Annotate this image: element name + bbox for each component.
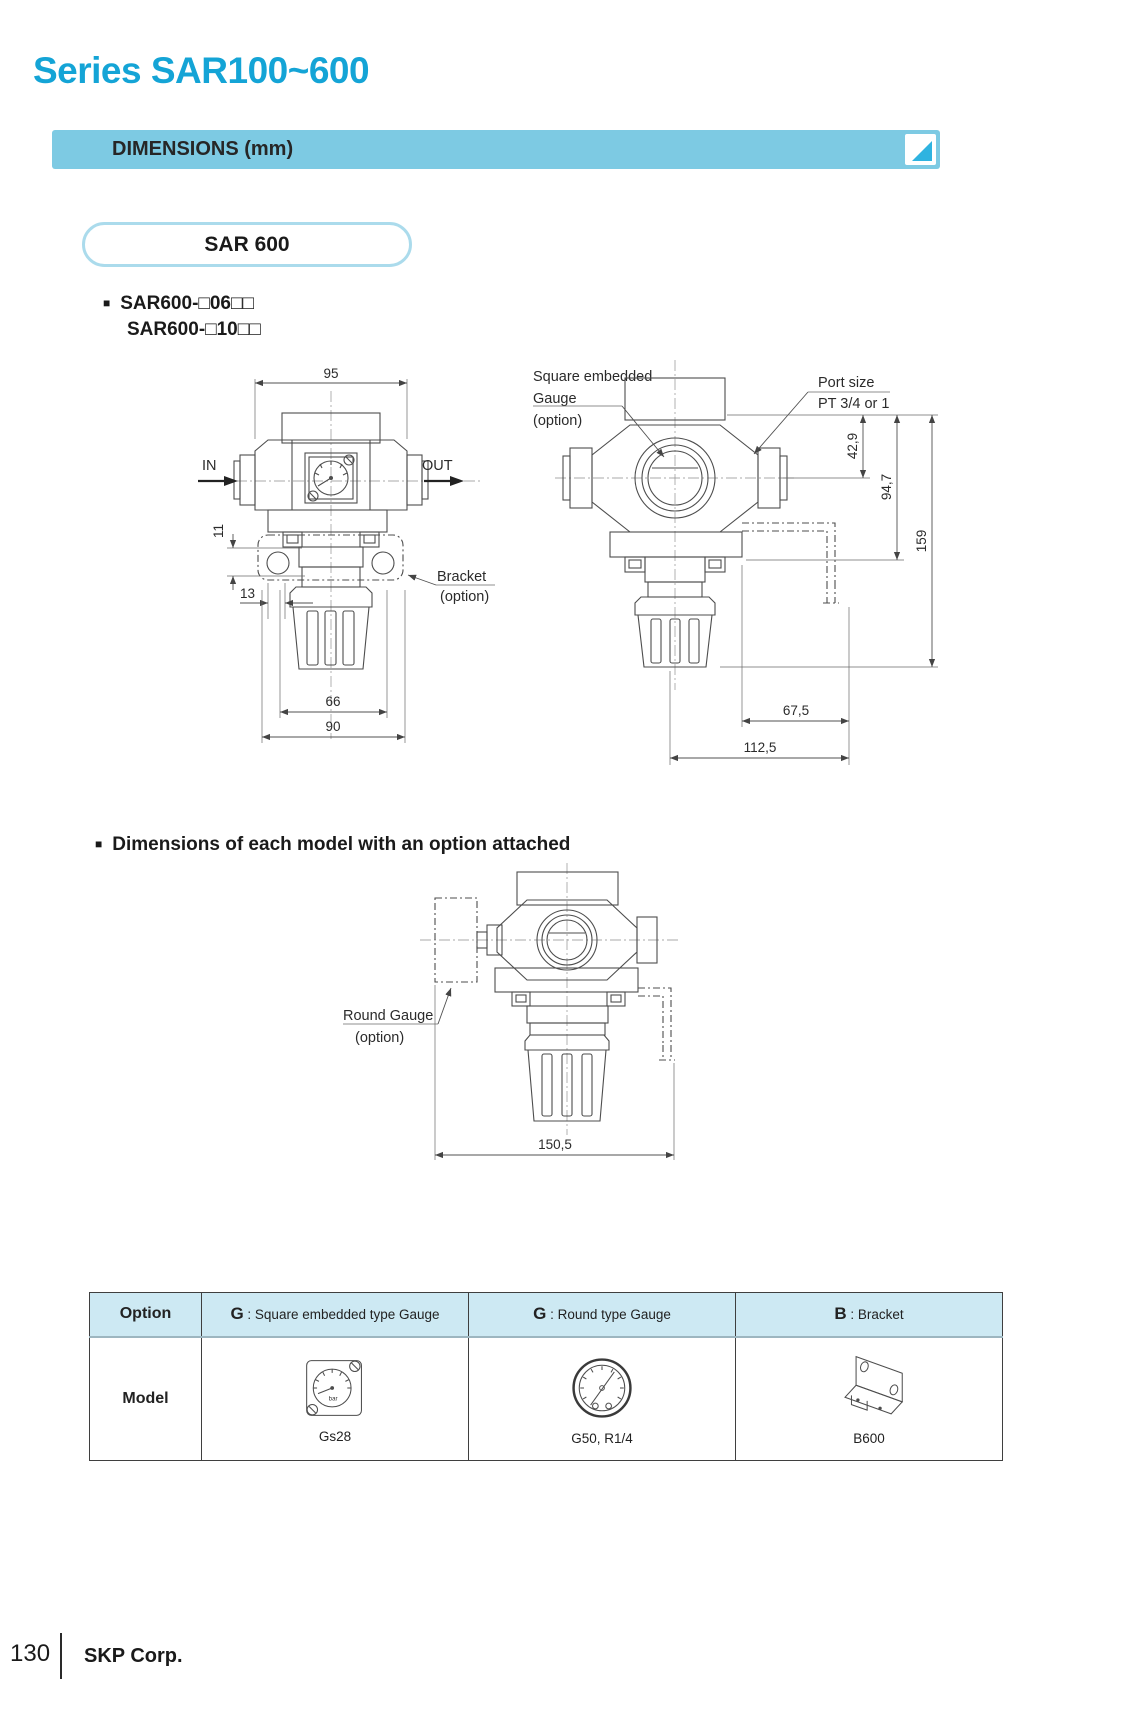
option-header-cell: Option [90,1293,202,1337]
dim-112-5: 112,5 [743,740,777,755]
round-gauge-cell [469,1352,735,1446]
svg-text:(option): (option) [440,589,490,605]
bracket-icon [826,1352,912,1424]
square-gauge-icon [300,1354,370,1422]
out-arrow-icon [450,476,464,486]
table-model-row [90,1337,1003,1461]
svg-text:PT 3/4 or 1: PT 3/4 or 1 [818,396,890,412]
corner-fold-triangle [912,141,932,161]
model-row-label: Model [90,1337,202,1461]
options-table [89,1292,1003,1461]
bracket-outline [742,523,835,582]
dimensions-section-header [52,130,940,169]
page-number: 130 [10,1640,51,1667]
square-bullet-icon: ■ [95,837,103,851]
model-caption: Gs28 [318,1428,352,1444]
corner-fold-icon [905,134,936,165]
option-view-drawing [330,855,720,1170]
dim-94-7: 94,7 [879,473,894,501]
dim-95: 95 [323,366,339,381]
port-size-label: Port size [818,375,875,391]
dim-150-5: 150,5 [538,1137,572,1152]
front-view-drawing [190,335,530,747]
round-gauge-option-label: Round Gauge [343,1008,434,1024]
header-round-gauge: G : Round type Gauge [469,1293,736,1337]
header-square-gauge: G : Square embedded type Gauge [202,1293,469,1337]
dim-90: 90 [325,719,341,734]
svg-text:(option): (option) [533,413,583,429]
bracket-outline [258,535,403,580]
model-caption: B600 [853,1430,885,1446]
footer-divider [60,1633,62,1679]
model-code-line-2: SAR600-□10□□ [127,319,261,340]
dim-67-5: 67,5 [782,703,810,718]
bracket-option-label: Bracket [437,569,487,585]
square-bullet-icon: ■ [103,296,111,310]
square-gauge-cell [202,1354,468,1444]
round-gauge-icon [566,1352,638,1424]
in-label: IN [202,458,217,474]
dimensions-section-label: DIMENSIONS (mm) [112,138,294,160]
out-label: OUT [422,458,453,474]
side-view-drawing [530,335,960,775]
table-header-row [90,1293,1003,1337]
bracket-cell [736,1352,1002,1446]
model-pill: SAR 600 [82,222,412,267]
dim-66: 66 [325,694,341,709]
dim-42-9: 42,9 [845,432,860,460]
svg-text:Gauge: Gauge [533,391,577,407]
dim-11: 11 [211,523,226,539]
dim-13: 13 [240,586,256,601]
square-gauge-option-label: Square embedded [533,369,653,385]
option-section-heading: ■ Dimensions of each model with an option attached [95,834,571,855]
header-bracket: B : Bracket [736,1293,1003,1337]
svg-text:bar: bar [328,1395,338,1403]
page-title: Series SAR100~600 [33,50,370,91]
dim-159: 159 [914,529,929,553]
company-name: SKP Corp. [84,1645,183,1667]
model-code-line-1: ■ SAR600-□06□□ [103,293,254,314]
model-caption: G50, R1/4 [571,1430,633,1446]
svg-text:(option): (option) [355,1030,405,1046]
in-arrow-icon [224,476,238,486]
